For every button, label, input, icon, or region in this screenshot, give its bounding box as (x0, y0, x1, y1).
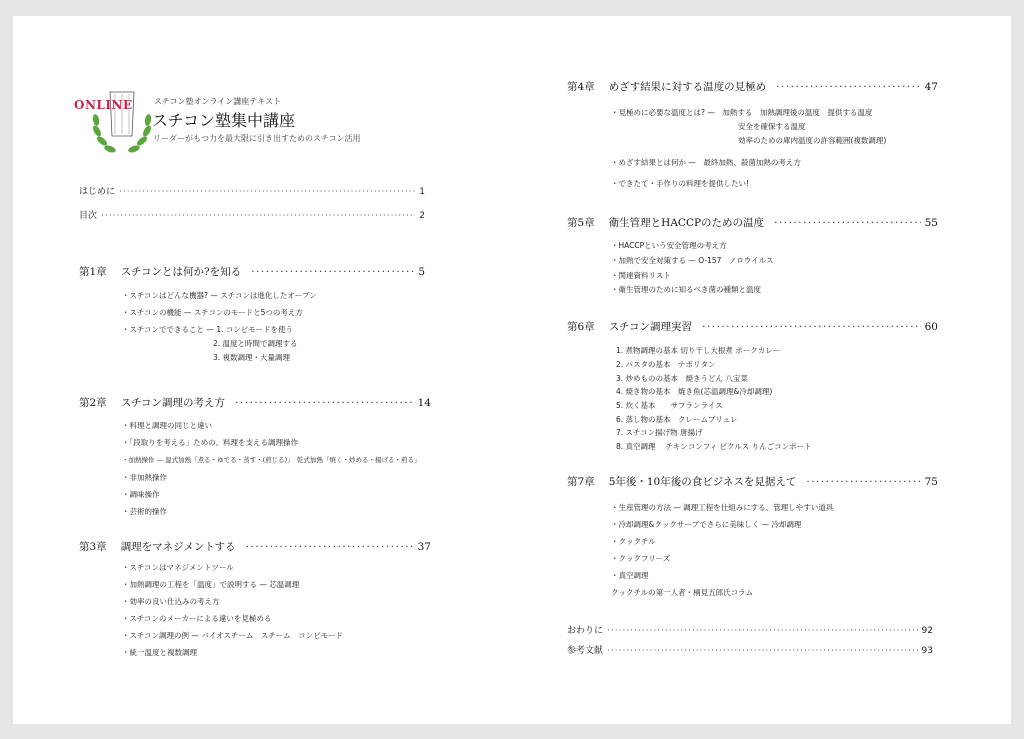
chapter-4-item: ・できたて・手作りの料理を提供したい! (611, 179, 750, 188)
chapter-4-item: 安全を確保する温度 (738, 122, 806, 131)
chapter-6-item: 8. 真空調理 チキンコンフィ ピクルス りんごコンポート (616, 442, 812, 451)
leader-dots (702, 321, 921, 333)
chapter-7-item: ・クックフリーズ (611, 554, 671, 563)
chapter-7-item: クックチルの第一人者・楠見五郎氏コラム (611, 588, 754, 597)
chapter-number: 第2章 (79, 397, 107, 409)
leader-dots (774, 217, 921, 229)
chapter-3-item: ・スチコン調理の例 — バイオスチーム スチーム コンビモード (122, 631, 343, 640)
chapter-number: 第7章 (567, 476, 595, 488)
chapter-6-item: 1. 煮物調理の基本 切り干し大根煮 ポークカレー (616, 346, 781, 355)
chapter-2-item: ・調味操作 (122, 490, 160, 499)
chapter-5-item: ・加熱で安全対策する — O-157 ノロウイルス (611, 256, 774, 265)
toc-entry-intro (79, 184, 425, 197)
toc-label: はじめに (79, 187, 116, 197)
chapter-6-item: 3. 炒めものの基本 焼きうどん 八宝菜 (616, 374, 748, 383)
chapter-3-item: ・スチコンはマネジメントツール (122, 563, 234, 572)
chapter-6-item: 7. スチコン揚げ物 唐揚げ (616, 428, 703, 437)
chapter-3-item: ・統一温度と複数調理 (122, 648, 197, 657)
chapter-number: 第4章 (567, 81, 595, 93)
toc-label: 目次 (79, 211, 98, 221)
logo-text: ONLINE (74, 98, 133, 112)
document-page (13, 16, 1011, 724)
chapter-title: 5年後・10年後の食ビジネスを見据えて (608, 476, 797, 488)
chapter-title: スチコン調理の考え方 (120, 397, 226, 409)
book-subtitle: スチコン塾オンライン講座テキスト (154, 97, 282, 106)
chapter-6-item: 6. 蒸し物の基本 クレームブリュレ (616, 415, 738, 424)
chapter-number: 第6章 (567, 321, 595, 333)
chapter-4-item: ・見極めに必要な温度とは? — 加熱する 加熱調理後の温度 提供する温度 (611, 108, 873, 117)
chapter-3-item: ・加熱調理の工程を「温度」で説明する — 芯温調理 (122, 580, 300, 589)
chapter-number: 第3章 (79, 541, 107, 553)
chapter-title: スチコンとは何か?を知る (120, 266, 242, 278)
chapter-1-item: ・スチコンはどんな機器? — スチコンは進化したオーブン (122, 291, 317, 300)
chapter-page: 47 (924, 81, 938, 93)
chapter-5-item: ・衛生管理のために知るべき菌の種類と温度 (611, 285, 761, 294)
toc-entry-references (567, 643, 933, 656)
chapter-6-heading (567, 319, 938, 334)
chapter-7-item: ・冷却調理&クックサーブでさらに美味しく — 冷却調理 (611, 520, 802, 529)
chapter-page: 75 (924, 476, 938, 488)
chapter-7-item: ・クックチル (611, 537, 656, 546)
chapter-5-item: ・HACCPという安全管理の考え方 (611, 241, 727, 250)
chapter-2-item: ・芸術的操作 (122, 507, 167, 516)
toc-page: 92 (921, 626, 933, 636)
chapter-3-item: ・効率の良い仕込みの考え方 (122, 597, 220, 606)
toc-entry-outro (567, 623, 933, 636)
chapter-page: 37 (417, 541, 431, 553)
toc-label: おわりに (567, 626, 604, 636)
chapter-5-item: ・関連資料リスト (611, 271, 671, 280)
chapter-1-item: ・スチコンの機能 — スチコンのモードと5つの考え方 (122, 308, 303, 317)
chapter-2-item: ・料理と調理の同じと違い (122, 421, 212, 430)
chapter-page: 5 (418, 266, 425, 278)
chapter-1-item: 2. 温度と時間で調理する (213, 339, 298, 348)
toc-label: 参考文献 (567, 646, 604, 656)
chapter-title: スチコン調理実習 (608, 321, 693, 333)
book-title: スチコン塾集中講座 (152, 111, 296, 130)
chapter-4-heading (567, 79, 938, 94)
chapter-title: 調理をマネジメントする (120, 541, 236, 553)
chapter-7-item: ・生産管理の方法 — 調理工程を仕組みにする、管理しやすい道具 (611, 503, 834, 512)
chapter-1-item: ・スチコンでできること — 1. コンビモードを使う (122, 325, 294, 334)
toc-page: 93 (921, 646, 933, 656)
chapter-title: 衛生管理とHACCPのための温度 (608, 217, 765, 229)
book-lead: リーダーがもつ力を最大限に引き出すためのスチコン活用 (153, 134, 361, 143)
leader-dots (607, 626, 918, 636)
chapter-6-item: 4. 焼き物の基本 焼き魚(芯温調理&冷却調理) (616, 387, 773, 396)
chapter-3-item: ・スチコンのメーカーによる違いを見極める (122, 614, 272, 623)
leader-dots (246, 541, 414, 553)
chapter-6-item: 2. パスタの基本 ナポリタン (616, 360, 716, 369)
chapter-4-item: 効率のための庫内温度の許容範囲(複数調理) (738, 136, 887, 145)
toc-page: 2 (419, 211, 425, 221)
chapter-title: めざす結果に対する温度の見極め (608, 81, 767, 93)
leader-dots (251, 266, 414, 278)
chapter-1-item: 3. 複数調理・大量調理 (213, 353, 291, 362)
chapter-3-heading (79, 539, 431, 554)
chapter-2-heading (79, 395, 431, 410)
leader-dots (806, 476, 920, 488)
toc-page: 1 (419, 187, 425, 197)
chapter-number: 第1章 (79, 266, 107, 278)
leader-dots (235, 397, 414, 409)
chapter-5-heading (567, 215, 938, 230)
chapter-page: 60 (924, 321, 938, 333)
chapter-7-heading (567, 474, 938, 489)
chapter-number: 第5章 (567, 217, 595, 229)
chapter-page: 14 (417, 397, 431, 409)
chapter-7-item: ・真空調理 (611, 571, 649, 580)
chapter-1-heading (79, 264, 425, 279)
online-laurel-logo-icon (86, 86, 158, 158)
chapter-4-item: ・めざす結果とは何か — 最終加熱、殺菌加熱の考え方 (611, 158, 801, 167)
toc-entry-contents (79, 208, 425, 221)
leader-dots (607, 646, 918, 656)
chapter-2-item: ・「段取りを考える」ための、料理を支える調理操作 (122, 438, 298, 447)
leader-dots (119, 187, 415, 197)
chapter-2-item: ・非加熱操作 (122, 473, 167, 482)
chapter-2-item: ・加熱操作 — 湿式加熱「煮る・ゆでる・蒸す・(煎じる)」 乾式加熱「焼く・炒める・揚げる・煎る」 (122, 456, 421, 464)
leader-dots (776, 81, 920, 93)
chapter-6-item: 5. 炊く基本 サフランライス (616, 401, 723, 410)
leader-dots (101, 211, 415, 221)
chapter-page: 55 (924, 217, 938, 229)
